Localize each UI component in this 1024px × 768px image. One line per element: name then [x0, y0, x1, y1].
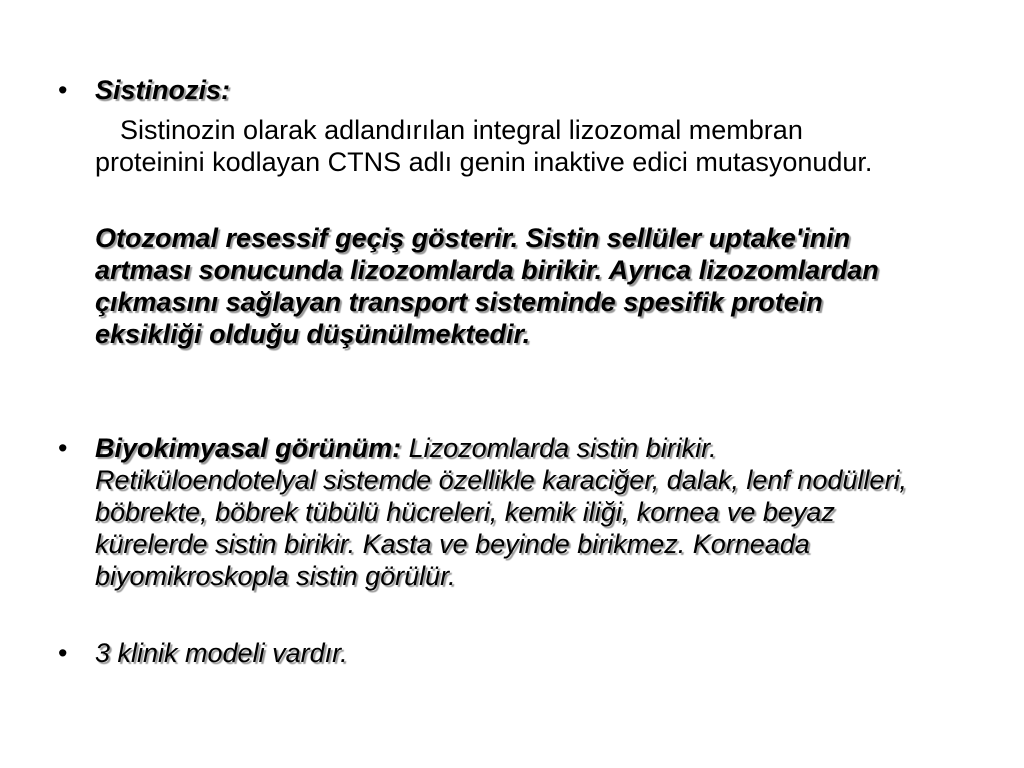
- biyokimyasal-body: Lizozomlarda sistin birikir. Retiküloendotelyal sistemde özellikle karaciğer, dalak, lenf nodülleri, böbrekte, böbrek tübülü hücreleri, kemik iliği, kornea ve beyaz kürelerde sistin birikir. Kasta ve beyinde birikmez. Korneada biyomikroskopla sistin görülür.: [95, 433, 907, 591]
- bullet-marker: •: [58, 638, 68, 668]
- biyokimyasal-paragraph: [95, 432, 938, 592]
- bullet-item-biyokimyasal: [58, 432, 938, 592]
- bullet-marker: •: [58, 433, 68, 463]
- bullet-marker: •: [58, 75, 68, 105]
- sistinozis-inheritance-text: Otozomal resessif geçiş gösterir. Sistin sellüler uptake'inin artması sonucunda lizozomlarda birikir. Ayrıca lizozomlardan çıkmasını sağlayan transport sisteminde spesifik protein eksikliği olduğu düşünülmektedir.: [95, 223, 879, 349]
- sistinozis-inheritance: [95, 222, 935, 350]
- klinik-model-text: 3 klinik modeli vardır.: [95, 638, 348, 668]
- biyokimyasal-heading: Biyokimyasal görünüm:: [95, 433, 402, 463]
- sistinozis-definition: [95, 114, 885, 178]
- sistinozis-heading: Sistinozis:: [95, 75, 231, 105]
- sistinozis-definition-text: Sistinozin olarak adlandırılan integral lizozomal membran proteinini kodlayan CTNS adlı genin inaktive edici mutasyonudur.: [95, 115, 873, 177]
- bullet-item-klinik-model: [58, 637, 938, 669]
- bullet-item-sistinozis: [58, 74, 938, 106]
